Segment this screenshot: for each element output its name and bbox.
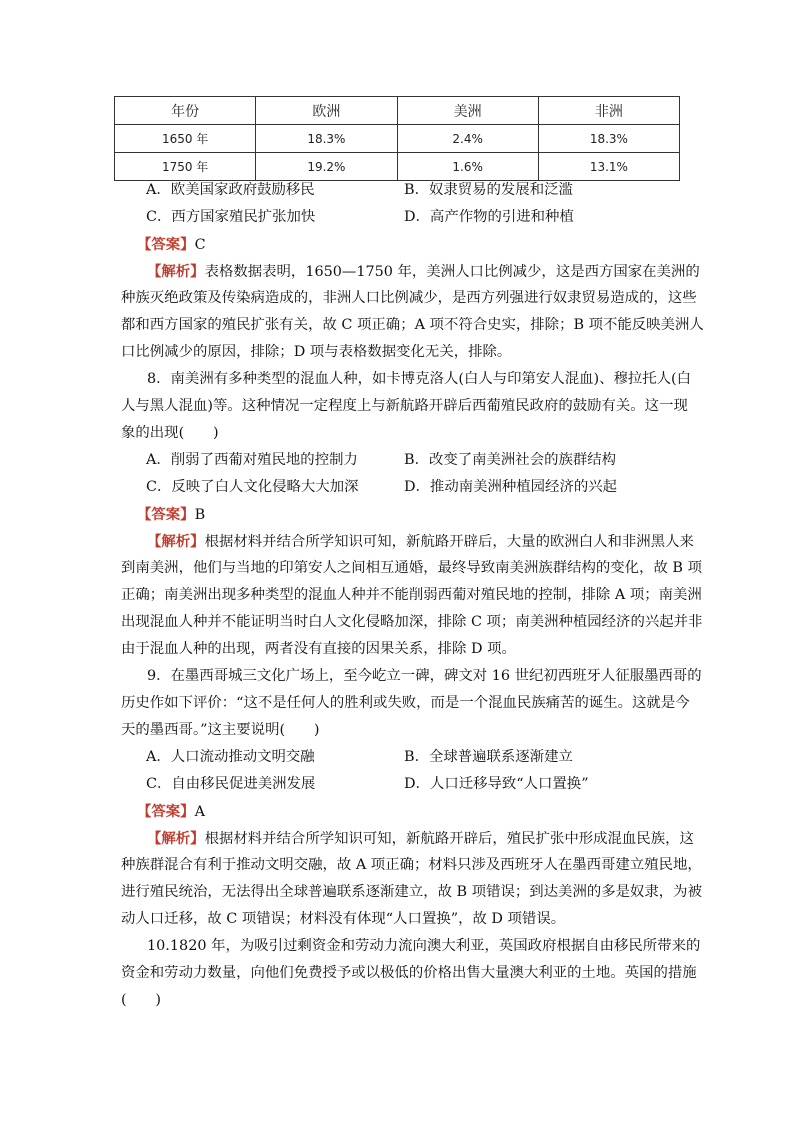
stem-line: 9．在墨西哥城三文化广场上，至今屹立一碑，碑文对 16 世纪初西班牙人征服墨西哥的 — [147, 668, 702, 684]
table-header-cell: 非洲 — [538, 97, 679, 125]
analysis-line: 种族灭绝政策及传染病造成的，非洲人口比例减少，是西方列强进行奴隶贸易造成的，这些 — [121, 290, 697, 306]
answer-tag: 【答案】 — [137, 506, 195, 523]
q7-options-row — [146, 204, 681, 231]
answer-value: A — [194, 804, 205, 820]
table-cell: 1.6% — [397, 153, 538, 181]
table-cell: 2.4% — [397, 125, 538, 153]
analysis-line: 【解析】根据材料并结合所学知识可知，新航路开辟后，大量的欧洲白人和非洲黑人来 — [147, 533, 694, 550]
analysis-tag: 【解析】 — [147, 263, 205, 280]
stem-line: 天的墨西哥。”这主要说明( ) — [121, 722, 320, 738]
q9-analysis — [121, 825, 702, 933]
analysis-line: 【解析】根据材料并结合所学知识可知，新航路开辟后，殖民扩张中形成混血民族，这 — [147, 830, 694, 847]
analysis-line: 到南美洲，他们与当地的印第安人之间相互通婚，最终导致南美洲族群结构的变化，故 B 项 — [121, 560, 702, 576]
q9-option-a: A．人口流动推动文明交融 — [146, 749, 315, 765]
stem-line: 8．南美洲有多种类型的混血人种，如卡博克洛人(白人与印第安人混血)、穆拉托人(白 — [147, 371, 692, 387]
table-header-cell: 欧洲 — [256, 97, 397, 125]
analysis-line: 正确；南美洲出现多种类型的混血人种并不能削弱西葡对殖民地的控制，排除 A 项；南美洲 — [121, 587, 702, 603]
table-cell: 18.3% — [256, 125, 397, 153]
q9-stem — [121, 663, 702, 744]
analysis-line: 由于混血人种的出现，两者没有直接的因果关系，排除 D 项。 — [121, 641, 516, 657]
q8-analysis — [121, 528, 703, 663]
population-table — [114, 96, 680, 181]
stem-line: 人与黑人混血)等。这种情况一定程度上与新航路开辟后西葡殖民政府的鼓励有关。这一现 — [121, 398, 688, 414]
stem-line: ( ) — [121, 992, 162, 1008]
answer-tag: 【答案】 — [137, 236, 195, 253]
q8-stem — [121, 366, 692, 447]
answer-value: C — [194, 237, 206, 253]
q7-answer — [137, 231, 681, 258]
stem-line: 10.1820 年，为吸引过剩资金和劳动力流向澳大利亚，英国政府根据自由移民所带来的 — [147, 938, 701, 954]
q9-options-row — [146, 744, 681, 771]
analysis-line: 【解析】表格数据表明，1650—1750 年，美洲人口比例减少，这是西方国家在美洲的 — [147, 263, 700, 280]
answer-tag: 【答案】 — [137, 803, 195, 820]
q8-option-a: A．削弱了西葡对殖民地的控制力 — [146, 452, 358, 468]
table-cell: 1750 年 — [115, 153, 256, 181]
q9-answer — [137, 798, 681, 825]
table-cell: 19.2% — [256, 153, 397, 181]
table-cell: 13.1% — [538, 153, 679, 181]
q7-analysis — [121, 258, 704, 366]
table-header-cell: 年份 — [115, 97, 256, 125]
analysis-line: 动人口迁移，故 C 项错误；材料没有体现“人口置换”，故 D 项错误。 — [121, 911, 566, 927]
q8-option-d: D．推动南美洲种植园经济的兴起 — [404, 479, 618, 495]
q8-options-row — [146, 447, 681, 474]
analysis-line: 进行殖民统治，无法得出全球普遍联系逐渐建立，故 B 项错误；到达美洲的多是奴隶，为被 — [121, 884, 702, 900]
stem-line: 资金和劳动力数量，向他们免费授予或以极低的价格出售大量澳大利亚的土地。英国的措施 — [121, 965, 697, 981]
stem-line: 象的出现( ) — [121, 425, 219, 441]
analysis-tag: 【解析】 — [147, 533, 205, 550]
analysis-line: 口比例减少的原因，排除；D 项与表格数据变化无关，排除。 — [121, 344, 512, 360]
analysis-line: 出现混血人种并不能证明当时白人文化侵略加深，排除 C 项；南美洲种植园经济的兴起并非 — [121, 614, 703, 630]
q8-block — [137, 447, 681, 528]
q8-option-b: B．改变了南美洲社会的族群结构 — [404, 452, 617, 468]
q10-stem — [121, 933, 701, 1014]
q9-option-d: D．人口迁移导致“人口置换” — [404, 776, 589, 792]
q9-block — [137, 744, 681, 825]
table-row — [115, 125, 680, 153]
analysis-tag: 【解析】 — [147, 830, 205, 847]
q7-block — [137, 177, 681, 258]
q8-answer — [137, 501, 681, 528]
analysis-line: 种族群混合有利于推动文明交融，故 A 项正确；材料只涉及西班牙人在墨西哥建立殖民地， — [121, 857, 702, 873]
table-cell: 18.3% — [538, 125, 679, 153]
answer-value: B — [194, 507, 206, 523]
table-cell: 1650 年 — [115, 125, 256, 153]
q9-options-row — [146, 771, 681, 798]
q7-option-a: A．欧美国家政府鼓励移民 — [146, 182, 315, 198]
table-header-row — [115, 97, 680, 125]
table-header-cell: 美洲 — [397, 97, 538, 125]
q7-option-b: B．奴隶贸易的发展和泛滥 — [404, 182, 573, 198]
q9-option-b: B．全球普遍联系逐渐建立 — [404, 749, 573, 765]
stem-line: 历史作如下评价：“这不是任何人的胜利或失败，而是一个混血民族痛苦的诞生。这就是今 — [121, 695, 690, 711]
q7-option-c: C．西方国家殖民扩张加快 — [146, 209, 316, 225]
q7-options-row — [146, 177, 681, 204]
q7-option-d: D．高产作物的引进和种植 — [404, 209, 574, 225]
q8-options-row — [146, 474, 681, 501]
q8-option-c: C．反映了白人文化侵略大大加深 — [146, 479, 359, 495]
q9-option-c: C．自由移民促进美洲发展 — [146, 776, 316, 792]
analysis-line: 都和西方国家的殖民扩张有关，故 C 项正确；A 项不符合史实，排除；B 项不能反映美洲人 — [121, 317, 704, 333]
